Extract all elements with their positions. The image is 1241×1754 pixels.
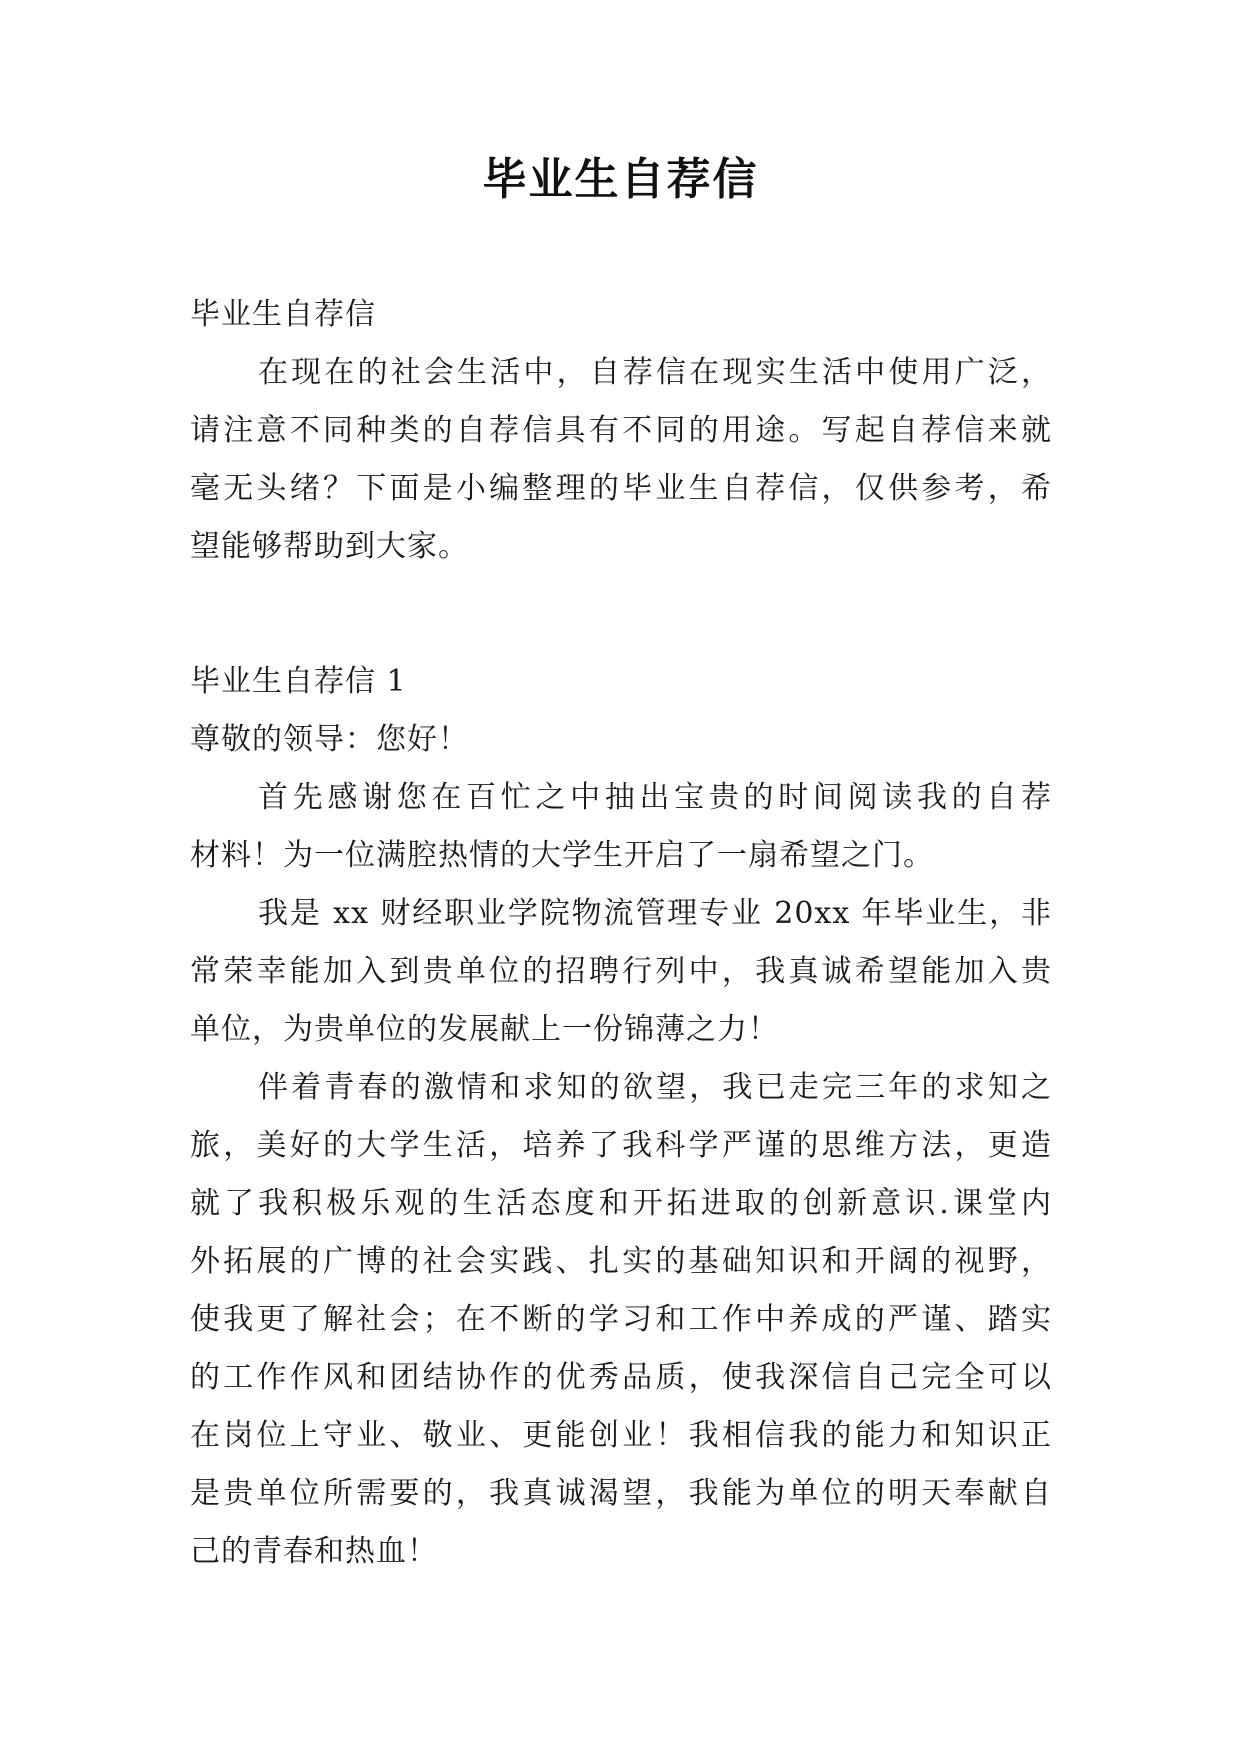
paragraph-line: 外拓展的广博的社会实践、扎实的基础知识和开阔的视野， bbox=[190, 1244, 1052, 1279]
salutation: 尊敬的领导：您好！ bbox=[190, 722, 469, 757]
paragraph-line: 望能够帮助到大家。 bbox=[190, 529, 469, 564]
paragraph-line: 请注意不同种类的自荐信具有不同的用途。写起自荐信来就 bbox=[190, 413, 1052, 448]
paragraph-line: 单位，为贵单位的发展献上一份锦薄之力！ bbox=[190, 1012, 779, 1047]
section-spacer bbox=[190, 576, 1052, 653]
document-body bbox=[190, 286, 1052, 1581]
paragraph-line: 就了我积极乐观的生活态度和开拓进取的创新意识.课堂内 bbox=[190, 1186, 1052, 1221]
document-title: 毕业生自荐信 bbox=[482, 154, 759, 205]
paragraph-line: 我是 xx 财经职业学院物流管理专业 20xx 年毕业生，非 bbox=[258, 896, 1052, 931]
paragraph-line: 在岗位上守业、敬业、更能创业！我相信我的能力和知识正 bbox=[190, 1418, 1052, 1453]
paragraph-line: 在现在的社会生活中，自荐信在现实生活中使用广泛， bbox=[258, 355, 1052, 390]
paragraph-line: 常荣幸能加入到贵单位的招聘行列中，我真诚希望能加入贵 bbox=[190, 954, 1052, 989]
section-heading: 毕业生自荐信 1 bbox=[190, 664, 407, 699]
paragraph-line: 使我更了解社会；在不断的学习和工作中养成的严谨、踏实 bbox=[190, 1302, 1052, 1337]
paragraph-line: 是贵单位所需要的，我真诚渴望，我能为单位的明天奉献自 bbox=[190, 1476, 1052, 1511]
paragraph-3 bbox=[190, 1059, 1052, 1581]
paragraph-line: 旅，美好的大学生活，培养了我科学严谨的思维方法，更造 bbox=[190, 1128, 1052, 1163]
paragraph-line: 材料！为一位满腔热情的大学生开启了一扇希望之门。 bbox=[190, 838, 934, 873]
paragraph-line: 毫无头绪？下面是小编整理的毕业生自荐信，仅供参考，希 bbox=[190, 471, 1052, 506]
paragraph-line: 首先感谢您在百忙之中抽出宝贵的时间阅读我的自荐 bbox=[258, 780, 1052, 815]
paragraph-line: 己的青春和热血！ bbox=[190, 1534, 438, 1569]
paragraph-line: 伴着青春的激情和求知的欲望，我已走完三年的求知之 bbox=[258, 1070, 1052, 1105]
paragraph-line: 的工作作风和团结协作的优秀品质，使我深信自己完全可以 bbox=[190, 1360, 1052, 1395]
subtitle: 毕业生自荐信 bbox=[190, 297, 376, 332]
paragraph-2 bbox=[190, 885, 1052, 1059]
paragraph-1 bbox=[190, 769, 1052, 885]
intro-paragraph bbox=[190, 344, 1052, 576]
